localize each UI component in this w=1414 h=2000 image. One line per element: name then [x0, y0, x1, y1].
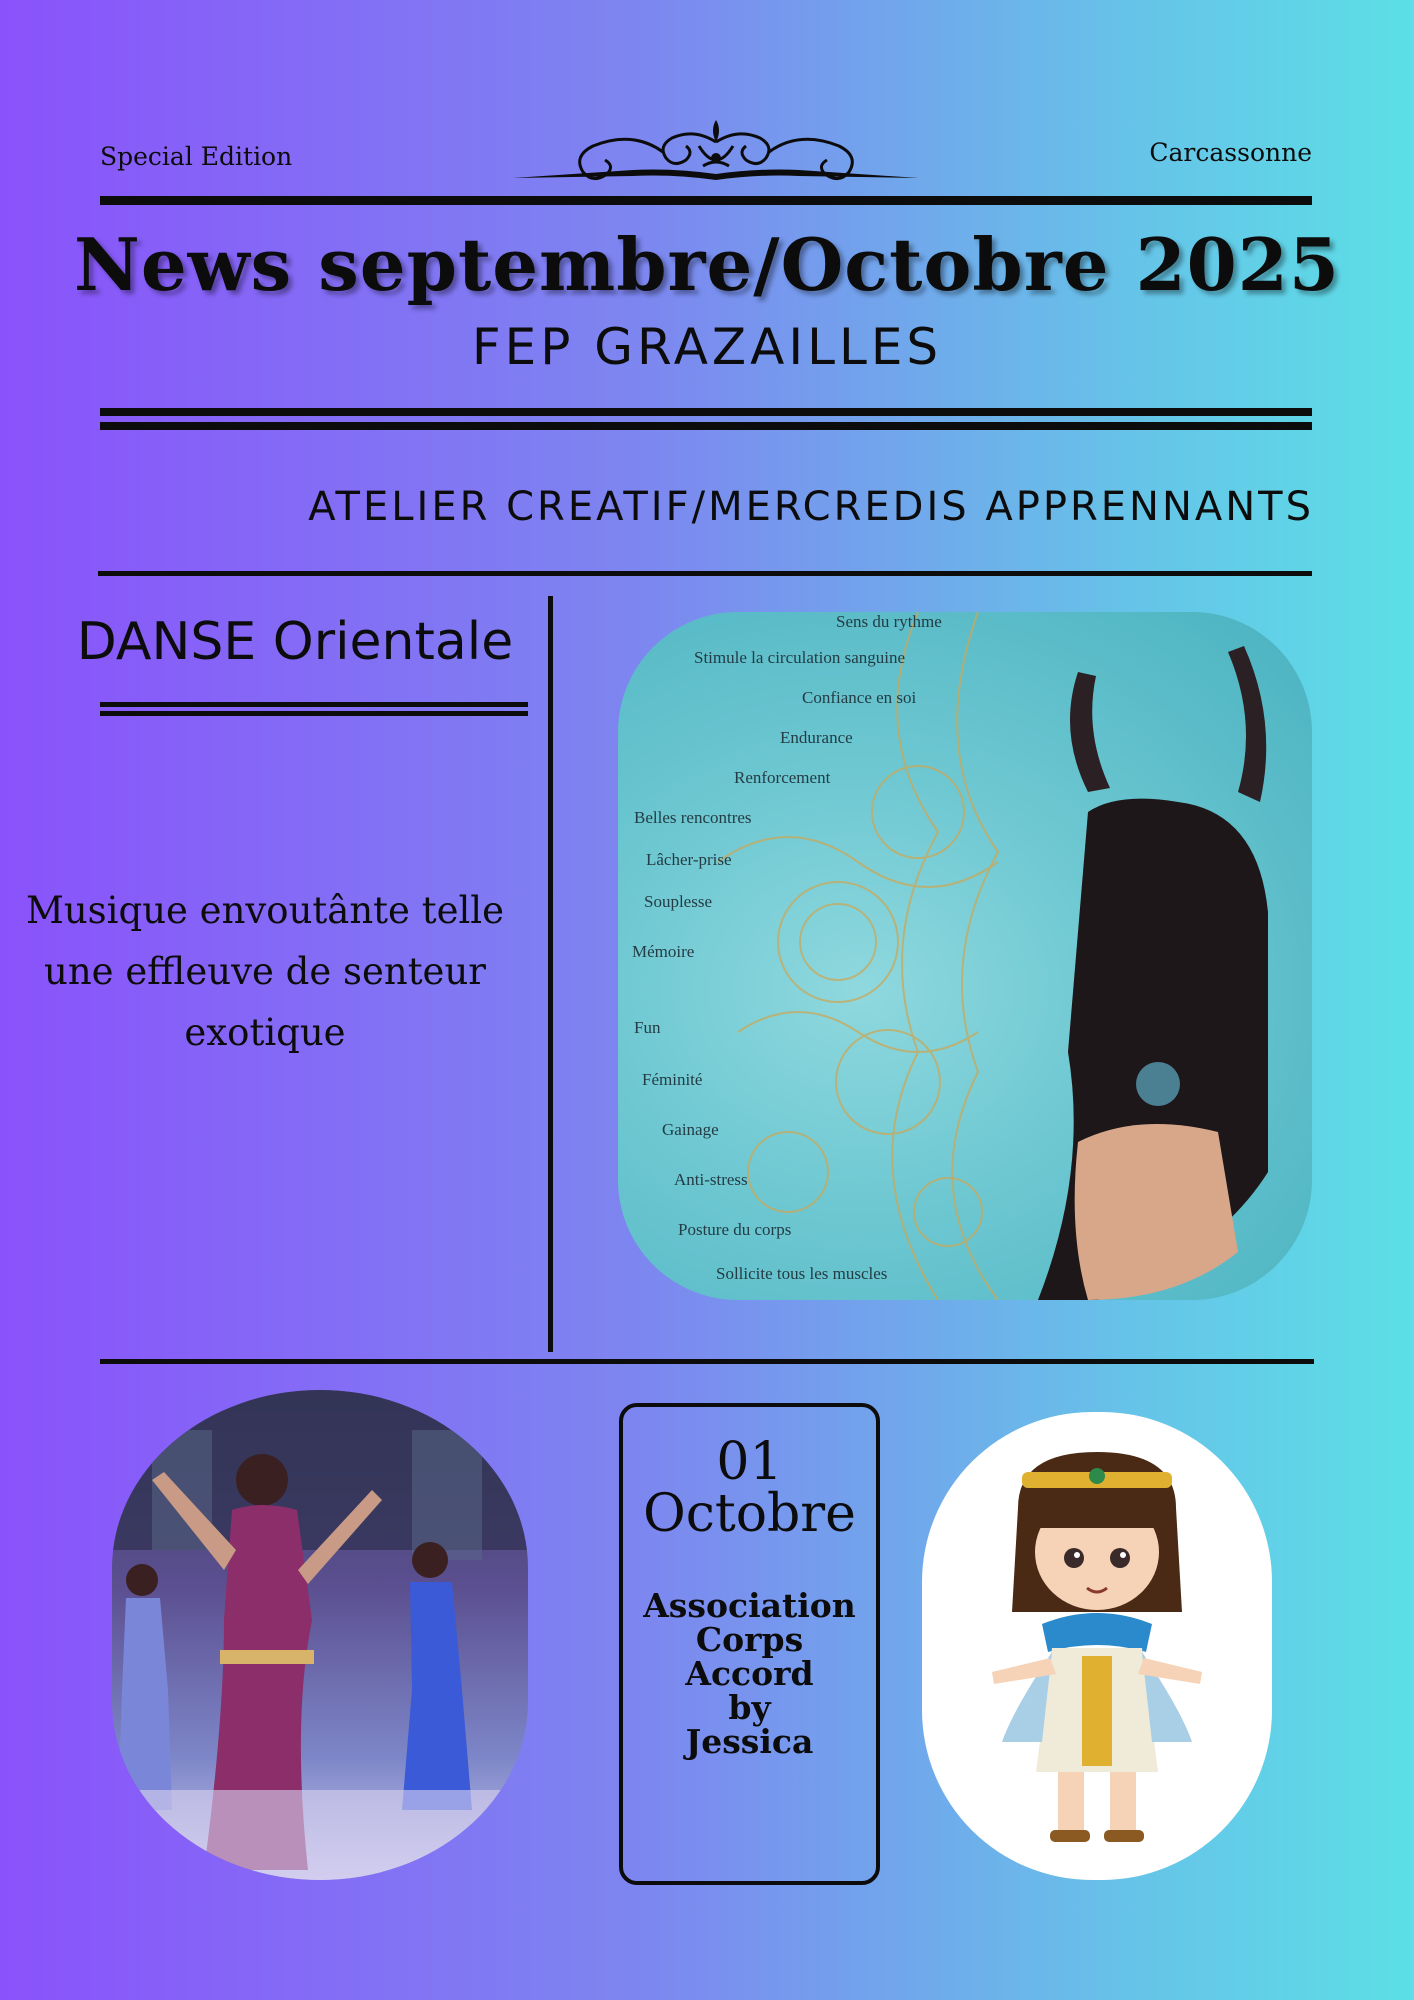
section-title-rule-bottom: [100, 711, 528, 716]
poster-word: Gainage: [662, 1120, 719, 1139]
lede-line: une effleuve de senteur: [44, 950, 486, 993]
cartoon-character: [922, 1412, 1272, 1880]
section-title: DANSE Orientale: [76, 612, 514, 672]
page-headline: News septembre/Octobre 2025: [74, 222, 1340, 307]
organizer-line: by: [728, 1688, 771, 1727]
poster-word: Fun: [634, 1018, 661, 1037]
poster-word: Anti-stress: [674, 1170, 748, 1189]
lede-line: exotique: [184, 1011, 346, 1054]
double-rule-bottom: [100, 422, 1312, 430]
event-date-box: [619, 1403, 880, 1885]
lace-pattern: [618, 612, 1312, 1300]
location-label: Carcassonne: [1149, 138, 1312, 167]
child-dancer: [402, 1542, 472, 1810]
page-subtitle: FEP GRAZAILLES: [471, 318, 943, 376]
belly-dance-poster-image: [618, 612, 1312, 1300]
poster-word: Posture du corps: [678, 1220, 792, 1239]
poster-word: Lâcher-prise: [646, 850, 732, 869]
event-month: Octobre: [643, 1484, 856, 1544]
edition-label: Special Edition: [100, 142, 293, 171]
lower-section-rule: [100, 1359, 1314, 1364]
lede-line: Musique envoutânte telle: [25, 889, 505, 932]
organizer-line: Jessica: [685, 1722, 814, 1761]
dancer-figure: [1038, 646, 1268, 1300]
poster-word: Sens du rythme: [836, 612, 942, 631]
section-title-rule-top: [100, 702, 528, 707]
poster-word: Mémoire: [632, 942, 695, 961]
organizer-line: Association: [643, 1586, 856, 1625]
lede-text: [10, 880, 520, 1063]
organizer-line: Accord: [685, 1654, 814, 1693]
dance-class-photo: [112, 1390, 528, 1880]
dance-class-scene: [112, 1390, 528, 1880]
egyptian-child-illustration: [922, 1412, 1272, 1880]
event-day: 01: [716, 1432, 783, 1492]
organizer-line: Corps: [695, 1620, 804, 1659]
poster-word: Renforcement: [734, 768, 831, 787]
double-rule-top: [100, 408, 1312, 416]
flourish-ornament: [513, 112, 919, 188]
poster-word: Confiance en soi: [802, 688, 917, 707]
section-rule: [98, 571, 1312, 576]
poster-word: Endurance: [780, 728, 853, 747]
poster-word: Souplesse: [644, 892, 712, 911]
poster-word: Belles rencontres: [634, 808, 752, 827]
workshop-title: ATELIER CREATIF/MERCREDIS APPRENNANTS: [308, 484, 1314, 530]
poster-word: Sollicite tous les muscles: [716, 1264, 888, 1283]
poster-word: Féminité: [642, 1070, 703, 1089]
poster-word: Stimule la circulation sanguine: [694, 648, 906, 667]
column-divider: [548, 596, 553, 1352]
masthead-rule: [100, 196, 1312, 205]
child-dancer: [118, 1564, 172, 1810]
